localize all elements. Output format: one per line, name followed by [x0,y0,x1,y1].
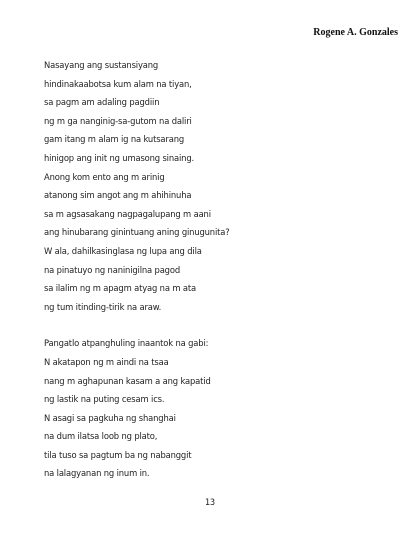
poem-line: na dum ilatsa loob ng plato, [44,431,158,442]
poem-line: ng m ga nanginig-sa-gutom na daliri [44,115,192,126]
poem-line: Nasayang ang sustansiyang [44,60,159,70]
stanza-1 [44,56,384,316]
poem-line: Pangatlo atpanghuling inaantok na gabi: [44,338,209,349]
poem-line: N asagi sa pagkuha ng shanghai [44,412,176,423]
stanza-2 [44,334,384,483]
poem-line: Anong kom ento ang m arinig [44,171,165,182]
poem-line: sa pagm am adaling pagdiin [44,97,160,108]
page-number: 13 [204,498,216,508]
poem-line: gam itang m alam ig na kutsarang [44,134,185,145]
poem-line: hinigop ang init ng umasong sinaing. [44,152,195,163]
poem-line: hindinakaabotsa kum alam na tiyan, [44,78,192,89]
poem-line: atanong sim angot ang m ahihinuha [44,190,192,201]
poem-body [44,56,384,483]
poem-line: ng tum itinding-tirik na araw. [44,301,162,312]
author-name: Rogene A. Gonzales [313,27,398,38]
stanza-break [44,316,384,334]
poem-line: ng lastik na puting cesam ics. [44,394,165,405]
poem-line: W ala, dahilkasinglasa ng lupa ang dila [44,245,202,256]
poem-line: ang hinubarang ginintuang aning ginugunita? [44,227,230,238]
poem-line: sa m agsasakang nagpagalupang m aani [44,208,211,219]
poem-line: tila tuso sa pagtum ba ng nabanggit [44,449,192,460]
poem-line: na lalagyanan ng inum in. [44,468,150,479]
poem-line: na pinatuyo ng naninigilna pagod [44,264,180,275]
poem-line: sa ilalim ng m apagm atyag na m ata [44,283,196,294]
poem-line: nang m aghapunan kasam a ang kapatid [44,375,211,386]
poem-line: N akatapon ng m aindi na tsaa [44,356,169,367]
